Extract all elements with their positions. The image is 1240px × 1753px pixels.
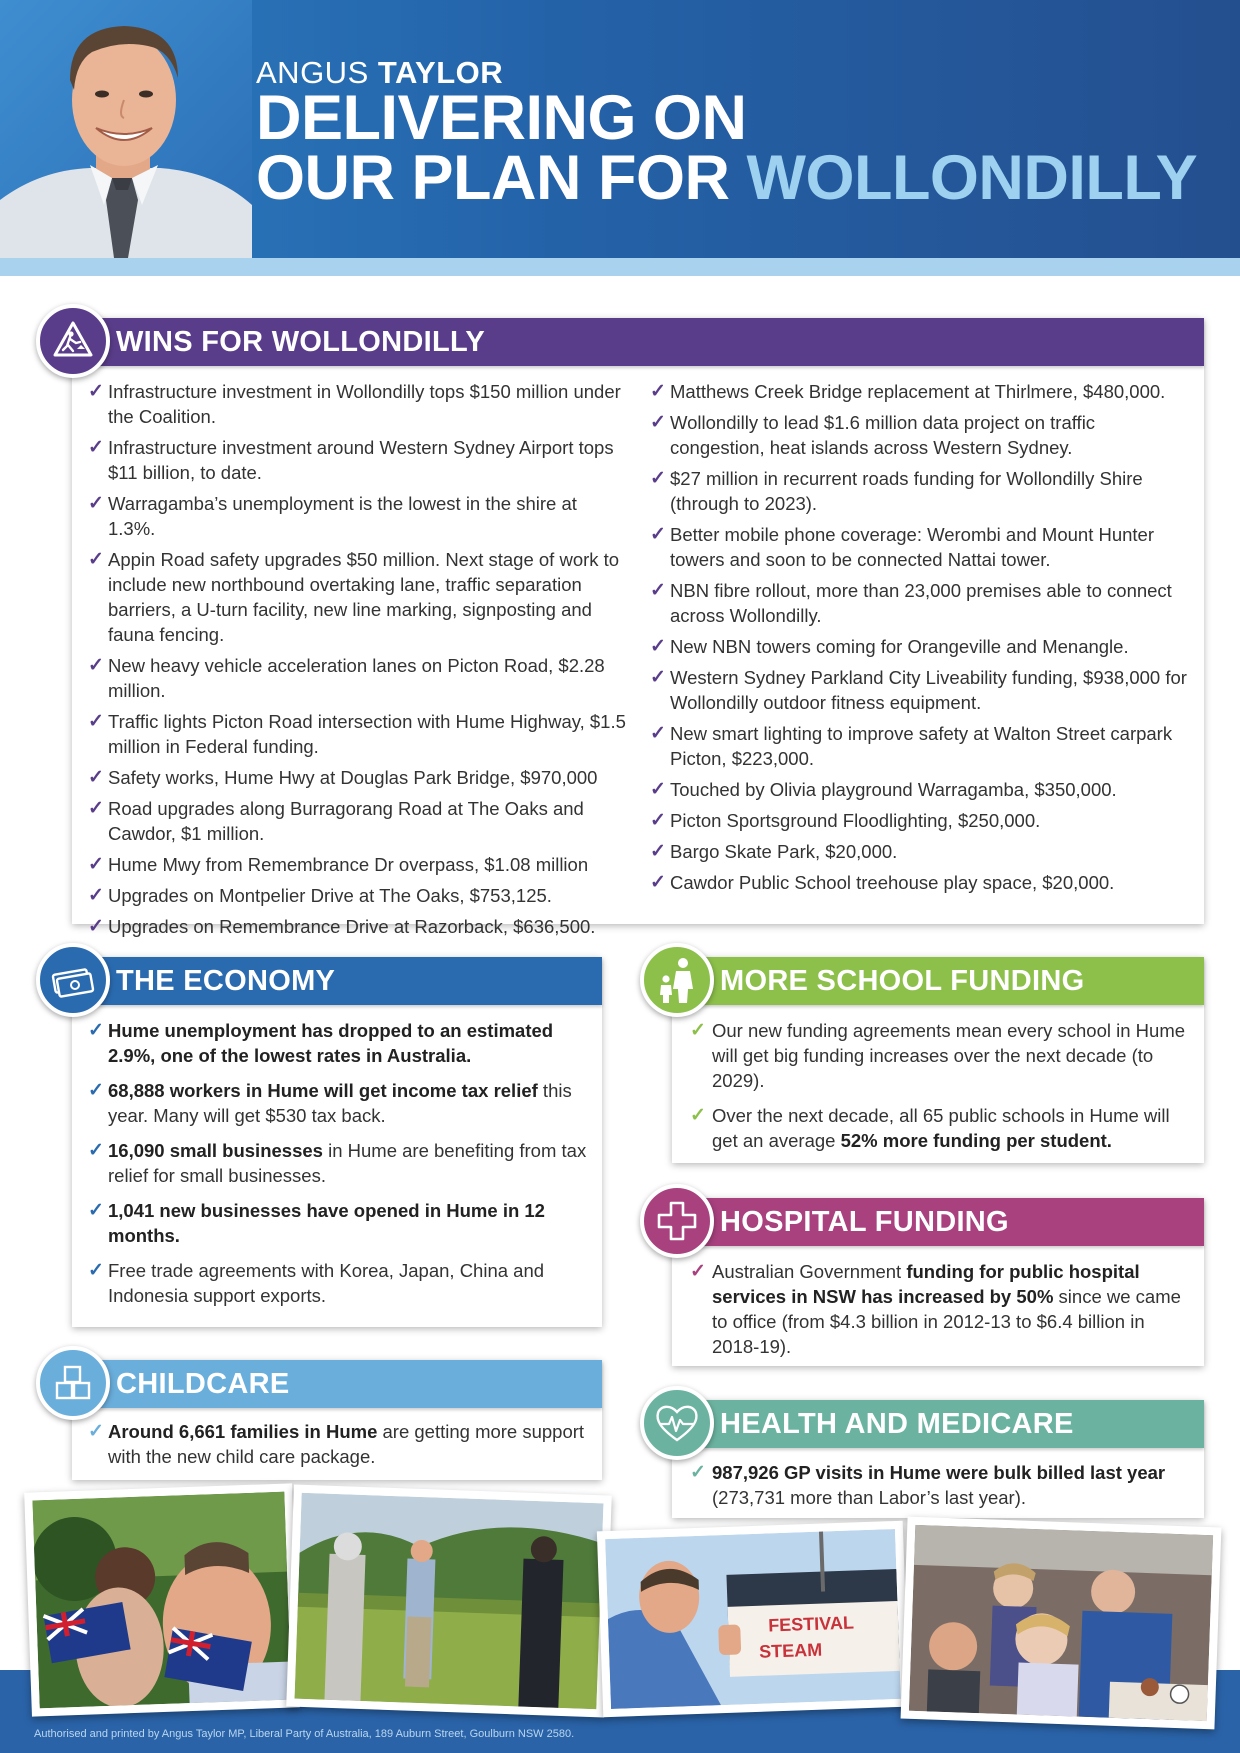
list-item-text: NBN fibre rollout, more than 23,000 premises able to connect across Wollondilly. bbox=[670, 580, 1172, 626]
photo-field bbox=[286, 1485, 612, 1718]
check-icon: ✓ bbox=[88, 1140, 104, 1161]
list-item-bold-text: 987,926 GP visits in Hume were bulk billed last year bbox=[712, 1462, 1166, 1483]
list-item bbox=[88, 547, 628, 647]
candidate-first-name: ANGUS bbox=[256, 55, 369, 90]
check-icon: ✓ bbox=[650, 381, 666, 402]
check-icon: ✓ bbox=[650, 636, 666, 657]
header-stripe bbox=[0, 258, 1240, 276]
check-icon: ✓ bbox=[88, 1260, 104, 1281]
list-item-bold-text: 16,090 small businesses bbox=[108, 1140, 323, 1161]
list-item bbox=[88, 379, 628, 429]
list-item bbox=[650, 634, 1190, 659]
check-icon: ✓ bbox=[650, 580, 666, 601]
wins-list-right bbox=[650, 379, 1190, 901]
school-list bbox=[690, 1018, 1195, 1163]
medical-cross-icon bbox=[655, 1199, 699, 1243]
list-item bbox=[690, 1259, 1195, 1359]
health-title: HEALTH AND MEDICARE bbox=[720, 1407, 1074, 1440]
authorisation-statement: Authorised and printed by Angus Taylor MP, Liberal Party of Australia, 189 Auburn Street, Goulburn NSW 2580. bbox=[34, 1728, 575, 1740]
header-banner bbox=[0, 0, 1240, 258]
check-icon: ✓ bbox=[88, 1020, 104, 1041]
check-icon: ✓ bbox=[88, 916, 104, 937]
list-item bbox=[650, 665, 1190, 715]
school-badge bbox=[640, 943, 714, 1017]
list-item-text-end: (273,731 more than Labor’s last year). bbox=[712, 1487, 1026, 1508]
page-title bbox=[256, 83, 1198, 213]
list-item bbox=[650, 839, 1190, 864]
list-item-text: Australian Government bbox=[712, 1261, 907, 1282]
list-item-text: Picton Sportsground Floodlighting, $250,000. bbox=[670, 810, 1041, 831]
list-item bbox=[88, 1419, 588, 1469]
list-item bbox=[650, 721, 1190, 771]
list-item bbox=[88, 1018, 588, 1068]
list-item-text: New heavy vehicle acceleration lanes on Picton Road, $2.28 million. bbox=[108, 655, 605, 701]
check-icon: ✓ bbox=[650, 841, 666, 862]
list-item bbox=[88, 914, 628, 939]
check-icon: ✓ bbox=[88, 437, 104, 458]
list-item-text: this year. Many will get $530 tax back. bbox=[108, 1080, 572, 1126]
check-icon: ✓ bbox=[690, 1261, 706, 1282]
list-item-text: Our new funding agreements mean every school in Hume will get big funding increases over the next decade (to 2029). bbox=[712, 1020, 1186, 1091]
check-icon: ✓ bbox=[650, 872, 666, 893]
list-item bbox=[690, 1103, 1195, 1153]
list-item bbox=[88, 1258, 588, 1308]
list-item-text: Better mobile phone coverage: Werombi and Mount Hunter towers and soon to be connected Nattai tower. bbox=[670, 524, 1155, 570]
check-icon: ✓ bbox=[88, 493, 104, 514]
list-item bbox=[650, 522, 1190, 572]
title-line-1: DELIVERING ON bbox=[256, 83, 747, 153]
hospital-banner bbox=[672, 1198, 1204, 1246]
check-icon: ✓ bbox=[690, 1020, 706, 1041]
economy-banner bbox=[72, 957, 602, 1005]
roadworks-badge bbox=[36, 304, 110, 378]
childcare-banner bbox=[72, 1360, 602, 1408]
wins-list-left bbox=[88, 379, 628, 945]
check-icon: ✓ bbox=[88, 1421, 104, 1442]
list-item bbox=[690, 1460, 1195, 1510]
childcare-list bbox=[88, 1419, 588, 1479]
check-icon: ✓ bbox=[88, 655, 104, 676]
list-item-text: are getting more support with the new child care package. bbox=[108, 1421, 585, 1467]
economy-title: THE ECONOMY bbox=[116, 964, 336, 997]
check-icon: ✓ bbox=[650, 723, 666, 744]
title-line-2-prefix: OUR PLAN FOR bbox=[256, 143, 730, 213]
list-item-bold-text: 68,888 workers in Hume will get income tax relief bbox=[108, 1080, 538, 1101]
parent-child-icon bbox=[655, 955, 699, 1005]
portrait-photo bbox=[0, 0, 252, 258]
list-item-text: New smart lighting to improve safety at Walton Street carpark Picton, $223,000. bbox=[670, 723, 1173, 769]
list-item bbox=[88, 435, 628, 485]
check-icon: ✓ bbox=[88, 854, 104, 875]
economy-list bbox=[88, 1018, 588, 1318]
check-icon: ✓ bbox=[88, 1080, 104, 1101]
list-item bbox=[690, 1018, 1195, 1093]
festival-banner-text-1: FESTIVAL bbox=[767, 1612, 855, 1636]
list-item bbox=[650, 466, 1190, 516]
money-icon bbox=[50, 960, 96, 1000]
list-item-text: Infrastructure investment around Western Sydney Airport tops $11 billion, to date. bbox=[108, 437, 614, 483]
check-icon: ✓ bbox=[88, 381, 104, 402]
list-item-text: Infrastructure investment in Wollondilly tops $150 million under the Coalition. bbox=[108, 381, 621, 427]
economy-badge bbox=[36, 943, 110, 1017]
list-item-bold-text: Around 6,661 families in Hume bbox=[108, 1421, 378, 1442]
list-item-bold-text: 52% more funding per student. bbox=[840, 1130, 1112, 1151]
list-item bbox=[650, 777, 1190, 802]
list-item-bold-text: funding for public hospital services in NSW has increased by 50% bbox=[712, 1261, 1140, 1307]
list-item-text: Wollondilly to lead $1.6 million data project on traffic congestion, heat islands across Western Sydney. bbox=[670, 412, 1096, 458]
roadworks-icon bbox=[51, 319, 95, 363]
list-item-bold-text: Hume unemployment has dropped to an estimated 2.9%, one of the lowest rates in Australia. bbox=[108, 1020, 554, 1066]
list-item-text: Western Sydney Parkland City Liveability funding, $938,000 for Wollondilly outdoor fitness equipment. bbox=[670, 667, 1187, 713]
list-item bbox=[88, 796, 628, 846]
list-item bbox=[88, 852, 628, 877]
check-icon: ✓ bbox=[650, 468, 666, 489]
childcare-title: CHILDCARE bbox=[116, 1367, 290, 1400]
heartbeat-icon bbox=[654, 1402, 700, 1444]
hospital-title: HOSPITAL FUNDING bbox=[720, 1205, 1009, 1238]
title-line-2 bbox=[256, 143, 1198, 213]
list-item bbox=[88, 765, 628, 790]
festival-banner-text-2: STEAM bbox=[758, 1639, 823, 1662]
check-icon: ✓ bbox=[88, 885, 104, 906]
childcare-badge bbox=[36, 1346, 110, 1420]
check-icon: ✓ bbox=[88, 1200, 104, 1221]
list-item bbox=[88, 491, 628, 541]
list-item-text: Cawdor Public School treehouse play space, $20,000. bbox=[670, 872, 1115, 893]
health-banner bbox=[672, 1400, 1204, 1448]
photo-cafe-group bbox=[901, 1517, 1222, 1730]
check-icon: ✓ bbox=[88, 767, 104, 788]
school-banner bbox=[672, 957, 1204, 1005]
list-item-bold-text: 1,041 new businesses have opened in Hume in 12 months. bbox=[108, 1200, 545, 1246]
list-item-text: Upgrades on Montpelier Drive at The Oaks, $753,125. bbox=[108, 885, 552, 906]
list-item-text: Over the next decade, all 65 public schools in Hume will get an average bbox=[712, 1105, 1170, 1151]
list-item-text: Bargo Skate Park, $20,000. bbox=[670, 841, 898, 862]
list-item bbox=[650, 410, 1190, 460]
photo-flags bbox=[24, 1483, 300, 1716]
check-icon: ✓ bbox=[690, 1105, 706, 1126]
health-list bbox=[690, 1460, 1195, 1520]
school-title: MORE SCHOOL FUNDING bbox=[720, 964, 1085, 997]
list-item-text: Hume Mwy from Remembrance Dr overpass, $1.08 million bbox=[108, 854, 589, 875]
list-item-text: Matthews Creek Bridge replacement at Thirlmere, $480,000. bbox=[670, 381, 1166, 402]
list-item bbox=[650, 379, 1190, 404]
list-item-text: Warragamba’s unemployment is the lowest in the shire at 1.3%. bbox=[108, 493, 577, 539]
list-item-text: New NBN towers coming for Orangeville and Menangle. bbox=[670, 636, 1129, 657]
list-item bbox=[650, 578, 1190, 628]
hospital-list bbox=[690, 1259, 1195, 1369]
list-item bbox=[88, 653, 628, 703]
list-item-text: Traffic lights Picton Road intersection with Hume Highway, $1.5 million in Federal funding. bbox=[108, 711, 626, 757]
list-item bbox=[88, 1138, 588, 1188]
check-icon: ✓ bbox=[88, 549, 104, 570]
list-item bbox=[88, 709, 628, 759]
check-icon: ✓ bbox=[650, 667, 666, 688]
list-item bbox=[650, 808, 1190, 833]
list-item-text: Safety works, Hume Hwy at Douglas Park Bridge, $970,000 bbox=[108, 767, 598, 788]
list-item-text-end: since we came to office (from $4.3 billion in 2012-13 to $6.4 billion in 2018-19). bbox=[712, 1286, 1181, 1357]
health-badge bbox=[640, 1386, 714, 1460]
list-item bbox=[88, 1078, 588, 1128]
check-icon: ✓ bbox=[88, 798, 104, 819]
list-item-text: Free trade agreements with Korea, Japan, China and Indonesia support exports. bbox=[108, 1260, 545, 1306]
list-item bbox=[88, 1198, 588, 1248]
check-icon: ✓ bbox=[690, 1462, 706, 1483]
hospital-badge bbox=[640, 1184, 714, 1258]
list-item-text: in Hume are benefiting from tax relief for small businesses. bbox=[108, 1140, 587, 1186]
list-item-text: Touched by Olivia playground Warragamba, $350,000. bbox=[670, 779, 1117, 800]
title-line-2-accent: WOLLONDILLY bbox=[746, 143, 1198, 213]
list-item-text: Appin Road safety upgrades $50 million. Next stage of work to include new northbound overtaking lane, traffic separation barriers, a U-turn facility, new line marking, signposting and fauna fencing. bbox=[108, 549, 620, 645]
check-icon: ✓ bbox=[650, 779, 666, 800]
list-item-text: Road upgrades along Burragorang Road at The Oaks and Cawdor, $1 million. bbox=[108, 798, 584, 844]
blocks-icon bbox=[51, 1361, 95, 1405]
list-item bbox=[88, 883, 628, 908]
wins-banner bbox=[72, 318, 1204, 366]
list-item bbox=[650, 870, 1190, 895]
check-icon: ✓ bbox=[650, 810, 666, 831]
list-item-text: Upgrades on Remembrance Drive at Razorback, $636,500. bbox=[108, 916, 596, 937]
check-icon: ✓ bbox=[650, 524, 666, 545]
wins-title: WINS FOR WOLLONDILLY bbox=[116, 325, 486, 358]
check-icon: ✓ bbox=[88, 711, 104, 732]
candidate-last-name: TAYLOR bbox=[377, 55, 504, 90]
list-item-text: $27 million in recurrent roads funding for Wollondilly Shire (through to 2023). bbox=[670, 468, 1143, 514]
check-icon: ✓ bbox=[650, 412, 666, 433]
photo-steam-festival bbox=[597, 1521, 909, 1718]
